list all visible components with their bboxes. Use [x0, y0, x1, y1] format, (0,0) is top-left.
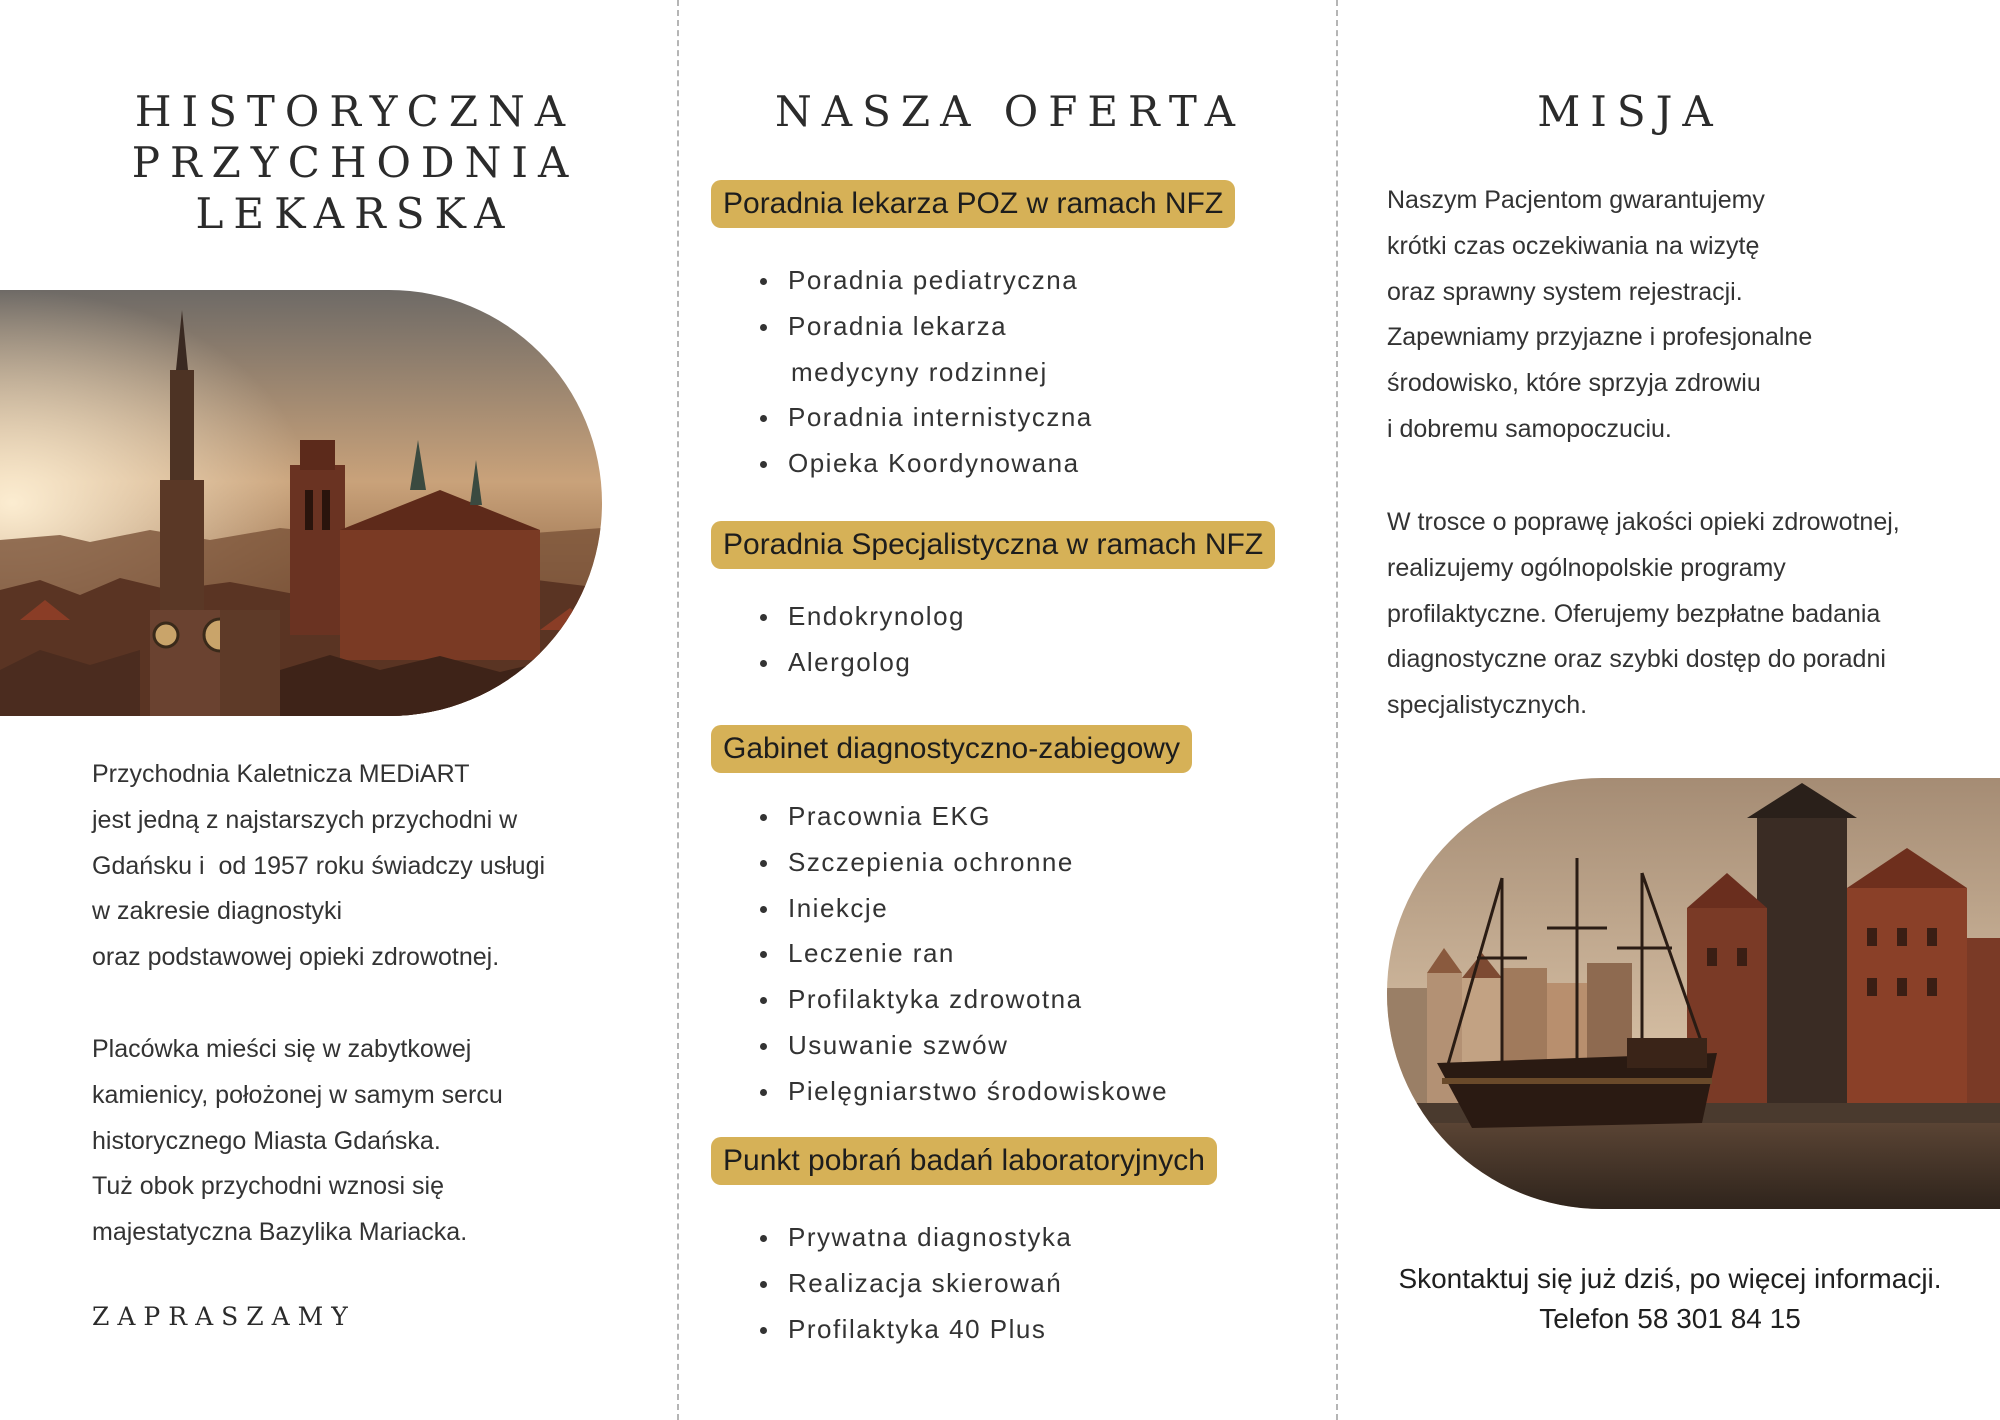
section-heading-laboratory: Punkt pobrań badań laboratoryjnych: [711, 1137, 1217, 1185]
text-line: Przychodnia Kaletnicza MEDiART: [92, 760, 470, 788]
text-line: profilaktyczne. Oferujemy bezpłatne badania: [1387, 599, 1881, 628]
list-item: Endokrynolog: [760, 594, 965, 640]
title-line: HISTORYCZNA: [134, 87, 576, 136]
text-line: i dobremu samopoczuciu.: [1387, 414, 1672, 443]
text-line: oraz podstawowej opieki zdrowotnej.: [92, 943, 500, 972]
column-divider-left: [677, 0, 679, 1420]
list-item: Poradnia internistyczna: [760, 395, 1093, 441]
mission-paragraph: [1387, 178, 1812, 453]
section-heading-poz: Poradnia lekarza POZ w ramach NFZ: [711, 180, 1235, 228]
section-heading-specialist: Poradnia Specjalistyczna w ramach NFZ: [711, 521, 1275, 569]
list-procedures: [760, 794, 1168, 1115]
phone-number[interactable]: Telefon 58 301 84 15: [1539, 1303, 1801, 1334]
title-line: PRZYCHODNIA: [131, 138, 579, 187]
text-line: jest jedną z najstarszych przychodni w: [92, 805, 518, 834]
text-line: realizujemy ogólnopolskie programy: [1387, 553, 1786, 582]
text-line: diagnostyczne oraz szybki dostęp do poradni: [1387, 645, 1886, 674]
closing-invitation: ZAPRASZAMY: [92, 1302, 356, 1331]
intro-paragraph: [92, 752, 545, 981]
column-divider-right: [1336, 0, 1338, 1420]
text-line: W trosce o poprawę jakości opieki zdrowotnej,: [1387, 508, 1900, 536]
list-item: Profilaktyka zdrowotna: [760, 977, 1168, 1023]
old-town-photo: [0, 290, 602, 716]
list-item: Leczenie ran: [760, 931, 1168, 977]
text-line: oraz sprawny system rejestracji.: [1387, 277, 1743, 306]
list-item: Poradnia lekarza: [760, 304, 1093, 350]
list-item: Prywatna diagnostyka: [760, 1215, 1072, 1261]
crane-harbor-photo: [1387, 778, 2000, 1209]
list-specialist: [760, 594, 965, 686]
programs-paragraph: [1387, 500, 1900, 729]
list-item: Realizacja skierowań: [760, 1261, 1072, 1307]
text-line: Gdańsku i od 1957 roku świadczy usługi: [92, 851, 546, 880]
text-line: majestatyczna Bazylika Mariacka.: [92, 1218, 468, 1247]
list-item: Profilaktyka 40 Plus: [760, 1307, 1072, 1353]
text-line: Zapewniamy przyjazne i profesjonalne: [1387, 323, 1813, 352]
text-line: krótki czas oczekiwania na wizytę: [1387, 231, 1760, 260]
offer-title: NASZA OFERTA: [775, 87, 1245, 136]
list-item: Iniekcje: [760, 886, 1168, 932]
mission-title: MISJA: [1537, 87, 1723, 136]
text-line: w zakresie diagnostyki: [92, 897, 343, 926]
location-paragraph: [92, 1027, 503, 1256]
text-line: Naszym Pacjentom gwarantujemy: [1387, 186, 1765, 214]
list-item: Pracownia EKG: [760, 794, 1168, 840]
text-line: środowisko, które sprzyja zdrowiu: [1387, 369, 1761, 398]
list-item-continuation: medycyny rodzinnej: [791, 356, 1048, 387]
contact-line: Skontaktuj się już dziś, po więcej informacji.: [1398, 1263, 1942, 1294]
list-laboratory: [760, 1215, 1072, 1352]
list-item: Szczepienia ochronne: [760, 840, 1168, 886]
page-title: [120, 86, 590, 239]
list-item: Opieka Koordynowana: [760, 441, 1093, 487]
list-poz: [760, 258, 1093, 487]
text-line: kamienicy, położonej w samym sercu: [92, 1080, 503, 1109]
text-line: Placówka mieści się w zabytkowej: [92, 1035, 472, 1063]
list-item: Usuwanie szwów: [760, 1023, 1168, 1069]
list-item: Alergolog: [760, 640, 965, 686]
text-line: Tuż obok przychodni wznosi się: [92, 1172, 445, 1201]
contact-block: [1380, 1259, 1960, 1339]
title-line: LEKARSKA: [195, 189, 515, 238]
list-item: Poradnia pediatryczna: [760, 258, 1093, 304]
list-item: Pielęgniarstwo środowiskowe: [760, 1069, 1168, 1115]
text-line: specjalistycznych.: [1387, 691, 1588, 720]
section-heading-procedures: Gabinet diagnostyczno-zabiegowy: [711, 725, 1192, 773]
text-line: historycznego Miasta Gdańska.: [92, 1126, 441, 1155]
